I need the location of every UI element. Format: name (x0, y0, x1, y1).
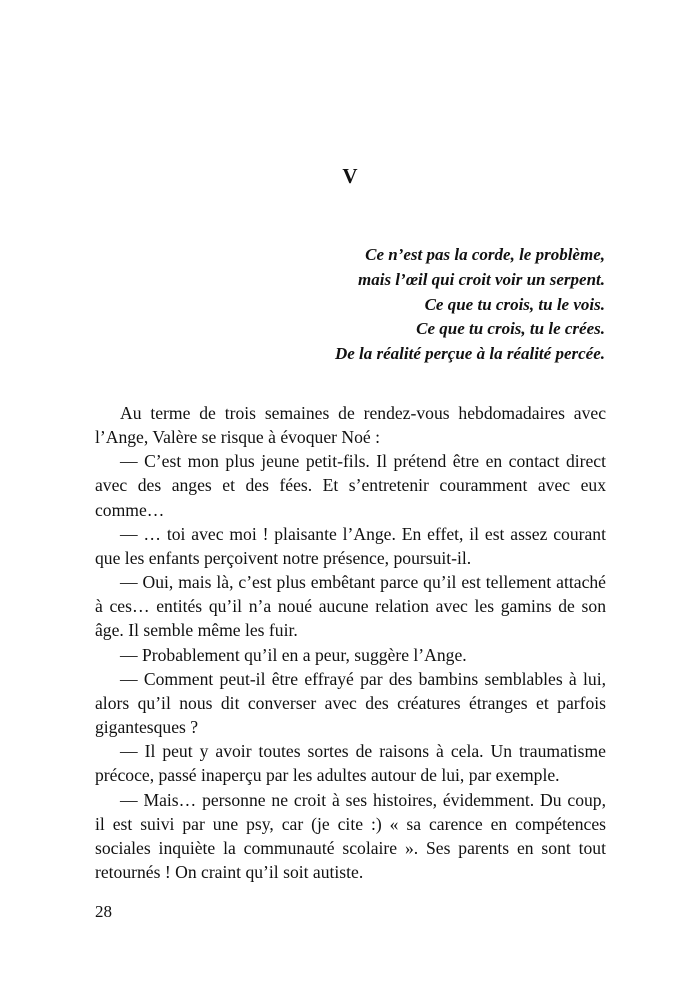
text-line: comme… (95, 499, 165, 520)
paragraph (95, 570, 606, 642)
paragraph (95, 788, 606, 885)
text-line: — Mais… personne ne croit à ses histoires, évidemment. Du coup, (120, 789, 606, 810)
text-line: il est suivi par une psy, car (je cite :) « sa carence en compétences (95, 813, 606, 834)
text-line: — … toi avec moi ! plaisante l’Ange. En effet, il est assez courant (120, 523, 606, 544)
text-line: Au terme de trois semaines de rendez-vous hebdomadaires avec (120, 403, 606, 423)
epigraph-line: Ce n’est pas la corde, le problème, (365, 245, 605, 264)
text-line: âge. Il semble même les fuir. (95, 620, 298, 641)
paragraph (95, 401, 606, 449)
page-number: 28 (95, 902, 112, 921)
paragraph (95, 739, 606, 787)
epigraph-line: mais l’œil qui croit voir un serpent. (358, 269, 605, 289)
paragraph (95, 643, 606, 667)
text-line: l’Ange, Valère se risque à évoquer Noé : (95, 427, 380, 448)
epigraph-line: De la réalité perçue à la réalité percée. (334, 344, 605, 364)
text-line: que les enfants perçoivent notre présence, poursuit-il. (95, 547, 472, 568)
chapter-heading: V (342, 164, 358, 188)
text-line: retournés ! On craint qu’il soit autiste. (95, 861, 364, 882)
text-line: — C’est mon plus jeune petit-fils. Il prétend être en contact direct (120, 451, 606, 472)
text-line: — Probablement qu’il en a peur, suggère l’Ange. (120, 644, 467, 665)
text-line: gigantesques ? (95, 717, 199, 738)
text-line: alors qu’il nous dit converser avec des créatures étranges et parfois (95, 692, 606, 713)
paragraph (95, 667, 606, 739)
epigraph (335, 243, 605, 367)
paragraph (95, 449, 606, 521)
text-line: sociales inquiète la communauté scolaire ». Ses parents en sont tout (95, 837, 606, 858)
text-line: — Il peut y avoir toutes sortes de raisons à cela. Un traumatisme (120, 741, 606, 762)
epigraph-line: Ce que tu crois, tu le vois. (424, 294, 605, 314)
epigraph-line: Ce que tu crois, tu le crées. (416, 319, 605, 339)
text-line: à ces… entités qu’il n’a noué aucune relation avec les gamins de son (95, 596, 606, 617)
text-line: avec des anges et des fées. Et s’entretenir couramment avec eux (95, 475, 606, 496)
text-line: — Comment peut-il être effrayé par des bambins semblables à lui, (120, 668, 606, 689)
text-line: précoce, passé inaperçu par les adultes autour de lui, par exemple. (95, 765, 560, 786)
text-line: — Oui, mais là, c’est plus embêtant parce qu’il est tellement attaché (120, 572, 606, 593)
paragraph (95, 522, 606, 570)
body-text (95, 401, 606, 884)
